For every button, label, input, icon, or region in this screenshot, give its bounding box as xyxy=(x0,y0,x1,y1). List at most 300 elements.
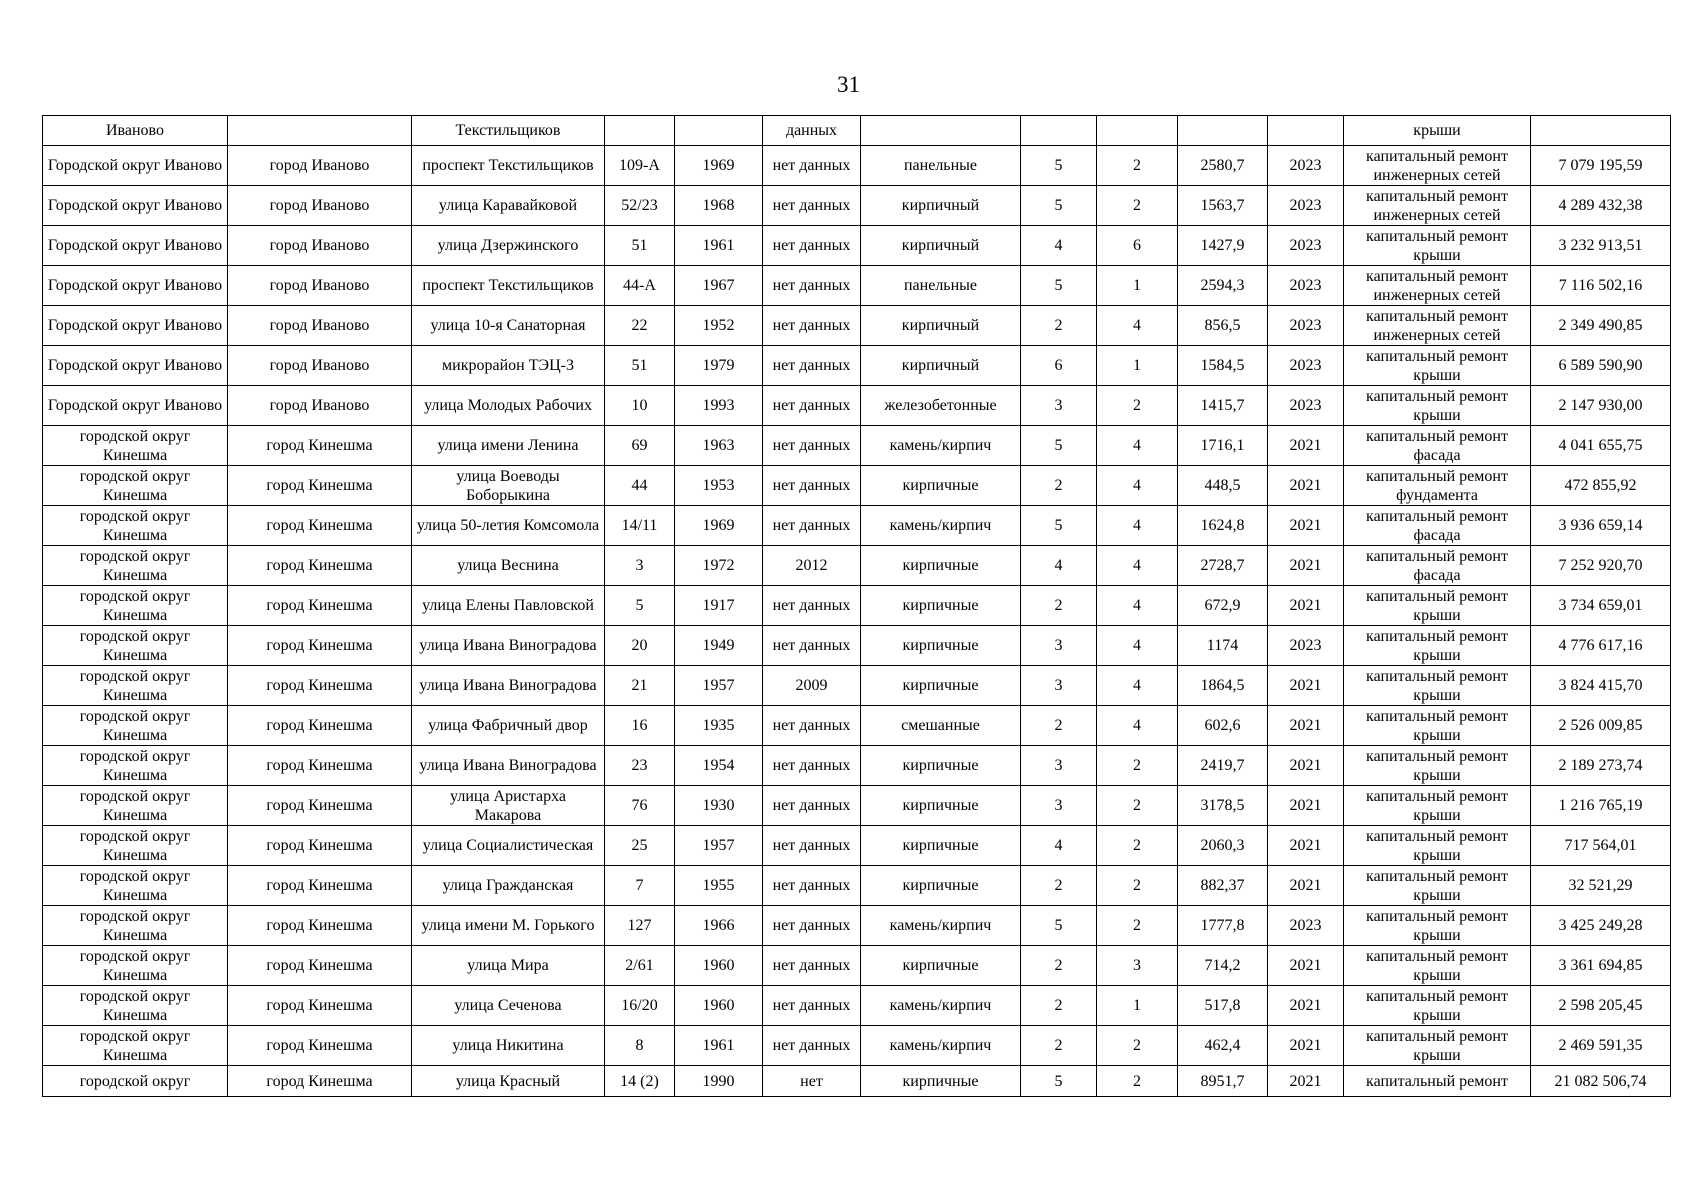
cell-municipality: городской округ xyxy=(43,1066,228,1097)
cell-build-year: 1990 xyxy=(675,1066,763,1097)
cell-house-number: 25 xyxy=(605,826,675,866)
cell-entrances: 6 xyxy=(1097,226,1178,266)
cell-house-number: 127 xyxy=(605,906,675,946)
cell-municipality: городской округ Кинешма xyxy=(43,946,228,986)
cell-renovation-year: нет данных xyxy=(763,266,861,306)
cell-entrances: 2 xyxy=(1097,1066,1178,1097)
cell-planned-year: 2021 xyxy=(1268,666,1344,706)
cell-cost: 32 521,29 xyxy=(1531,866,1671,906)
cell-street: улица Ивана Виноградова xyxy=(412,666,605,706)
cell-house-number: 44-А xyxy=(605,266,675,306)
cell-settlement: город Кинешма xyxy=(228,586,412,626)
cell-build-year: 1957 xyxy=(675,826,763,866)
cell-cost: 7 252 920,70 xyxy=(1531,546,1671,586)
cell-renovation-year: нет данных xyxy=(763,706,861,746)
cell-renovation-year: нет данных xyxy=(763,146,861,186)
cell-work-type: капитальный ремонт крыши xyxy=(1344,866,1531,906)
cell-street: улица Гражданская xyxy=(412,866,605,906)
cell-entrances: 4 xyxy=(1097,586,1178,626)
cell-area: 1415,7 xyxy=(1178,386,1268,426)
cell-area: 1563,7 xyxy=(1178,186,1268,226)
table-row xyxy=(43,466,1671,506)
cell-area: 1174 xyxy=(1178,626,1268,666)
cell-street: улица Аристарха Макарова xyxy=(412,786,605,826)
cell-entrances: 1 xyxy=(1097,986,1178,1026)
cell-wall-material: камень/кирпич xyxy=(861,426,1021,466)
cell-cost: 2 469 591,35 xyxy=(1531,1026,1671,1066)
cell-wall-material: кирпичный xyxy=(861,306,1021,346)
cell-build-year: 1952 xyxy=(675,306,763,346)
cell-cost: 3 824 415,70 xyxy=(1531,666,1671,706)
cell-entrances: 2 xyxy=(1097,186,1178,226)
cell-work-type: капитальный ремонт крыши xyxy=(1344,1026,1531,1066)
cell-floors: 3 xyxy=(1021,626,1097,666)
cell-cost: 2 147 930,00 xyxy=(1531,386,1671,426)
table-row xyxy=(43,706,1671,746)
cell-street: улица Мира xyxy=(412,946,605,986)
cell-build-year: 1960 xyxy=(675,986,763,1026)
cell-settlement: город Кинешма xyxy=(228,506,412,546)
cell-settlement: город Кинешма xyxy=(228,946,412,986)
cell-settlement: город Кинешма xyxy=(228,426,412,466)
cell-area: 2060,3 xyxy=(1178,826,1268,866)
cell-settlement: город Иваново xyxy=(228,226,412,266)
housing-repair-table xyxy=(42,115,1671,1097)
cell-renovation-year: нет данных xyxy=(763,986,861,1026)
cell-work-type: капитальный ремонт крыши xyxy=(1344,626,1531,666)
cell-build-year: 1961 xyxy=(675,1026,763,1066)
table-row xyxy=(43,146,1671,186)
cell-entrances: 2 xyxy=(1097,826,1178,866)
cell-area: 1624,8 xyxy=(1178,506,1268,546)
cell-municipality: Иваново xyxy=(43,116,228,146)
cell-area: 714,2 xyxy=(1178,946,1268,986)
cell-renovation-year: нет данных xyxy=(763,506,861,546)
cell-build-year: 1993 xyxy=(675,386,763,426)
cell-entrances xyxy=(1097,116,1178,146)
cell-work-type: капитальный ремонт фасада xyxy=(1344,506,1531,546)
cell-build-year: 1967 xyxy=(675,266,763,306)
cell-entrances: 4 xyxy=(1097,466,1178,506)
cell-cost: 3 936 659,14 xyxy=(1531,506,1671,546)
cell-wall-material: кирпичные xyxy=(861,666,1021,706)
cell-build-year: 1969 xyxy=(675,146,763,186)
cell-build-year: 1917 xyxy=(675,586,763,626)
cell-work-type: капитальный ремонт крыши xyxy=(1344,986,1531,1026)
cell-wall-material: кирпичные xyxy=(861,786,1021,826)
cell-street: улица Социалистическая xyxy=(412,826,605,866)
cell-renovation-year: нет данных xyxy=(763,866,861,906)
cell-planned-year: 2021 xyxy=(1268,506,1344,546)
cell-street: проспект Текстильщиков xyxy=(412,146,605,186)
cell-cost: 2 349 490,85 xyxy=(1531,306,1671,346)
cell-municipality: городской округ Кинешма xyxy=(43,1026,228,1066)
cell-wall-material: панельные xyxy=(861,146,1021,186)
cell-cost: 1 216 765,19 xyxy=(1531,786,1671,826)
cell-planned-year: 2023 xyxy=(1268,306,1344,346)
cell-street: улица Воеводы Боборыкина xyxy=(412,466,605,506)
table-row xyxy=(43,826,1671,866)
cell-municipality: городской округ Кинешма xyxy=(43,466,228,506)
cell-wall-material: камень/кирпич xyxy=(861,506,1021,546)
cell-work-type: капитальный ремонт крыши xyxy=(1344,946,1531,986)
cell-area: 1427,9 xyxy=(1178,226,1268,266)
cell-work-type: капитальный ремонт инженерных сетей xyxy=(1344,266,1531,306)
cell-floors: 3 xyxy=(1021,746,1097,786)
cell-renovation-year: нет данных xyxy=(763,626,861,666)
cell-area: 602,6 xyxy=(1178,706,1268,746)
cell-planned-year: 2021 xyxy=(1268,706,1344,746)
cell-cost: 472 855,92 xyxy=(1531,466,1671,506)
cell-renovation-year: нет данных xyxy=(763,1026,861,1066)
cell-planned-year: 2023 xyxy=(1268,186,1344,226)
cell-wall-material: кирпичные xyxy=(861,546,1021,586)
cell-build-year: 1966 xyxy=(675,906,763,946)
cell-wall-material xyxy=(861,116,1021,146)
cell-house-number: 2/61 xyxy=(605,946,675,986)
cell-work-type: капитальный ремонт фасада xyxy=(1344,426,1531,466)
cell-work-type: капитальный ремонт инженерных сетей xyxy=(1344,146,1531,186)
cell-wall-material: кирпичные xyxy=(861,626,1021,666)
cell-wall-material: камень/кирпич xyxy=(861,1026,1021,1066)
table-row xyxy=(43,666,1671,706)
table-row xyxy=(43,186,1671,226)
cell-planned-year: 2021 xyxy=(1268,1026,1344,1066)
cell-house-number: 76 xyxy=(605,786,675,826)
cell-work-type: капитальный ремонт крыши xyxy=(1344,346,1531,386)
cell-renovation-year: нет данных xyxy=(763,946,861,986)
cell-build-year: 1972 xyxy=(675,546,763,586)
cell-cost: 7 079 195,59 xyxy=(1531,146,1671,186)
cell-house-number: 16/20 xyxy=(605,986,675,1026)
table-row xyxy=(43,786,1671,826)
cell-renovation-year: нет данных xyxy=(763,226,861,266)
cell-cost: 3 232 913,51 xyxy=(1531,226,1671,266)
cell-build-year xyxy=(675,116,763,146)
cell-wall-material: смешанные xyxy=(861,706,1021,746)
cell-cost: 3 425 249,28 xyxy=(1531,906,1671,946)
cell-cost: 4 776 617,16 xyxy=(1531,626,1671,666)
cell-planned-year: 2021 xyxy=(1268,986,1344,1026)
cell-floors: 2 xyxy=(1021,466,1097,506)
cell-street: улица Сеченова xyxy=(412,986,605,1026)
cell-area: 672,9 xyxy=(1178,586,1268,626)
cell-house-number: 5 xyxy=(605,586,675,626)
cell-house-number: 52/23 xyxy=(605,186,675,226)
table-row xyxy=(43,266,1671,306)
cell-build-year: 1960 xyxy=(675,946,763,986)
cell-wall-material: панельные xyxy=(861,266,1021,306)
cell-planned-year: 2023 xyxy=(1268,386,1344,426)
cell-entrances: 4 xyxy=(1097,506,1178,546)
cell-entrances: 2 xyxy=(1097,1026,1178,1066)
cell-entrances: 1 xyxy=(1097,266,1178,306)
cell-municipality: городской округ Кинешма xyxy=(43,546,228,586)
table-row xyxy=(43,866,1671,906)
cell-municipality: Городской округ Иваново xyxy=(43,386,228,426)
cell-wall-material: кирпичные xyxy=(861,586,1021,626)
cell-street: улица Веснина xyxy=(412,546,605,586)
cell-street: улица Фабричный двор xyxy=(412,706,605,746)
cell-house-number: 109-А xyxy=(605,146,675,186)
cell-area: 2419,7 xyxy=(1178,746,1268,786)
cell-cost: 717 564,01 xyxy=(1531,826,1671,866)
cell-floors: 3 xyxy=(1021,386,1097,426)
cell-cost: 2 598 205,45 xyxy=(1531,986,1671,1026)
table-row xyxy=(43,626,1671,666)
cell-build-year: 1954 xyxy=(675,746,763,786)
cell-wall-material: камень/кирпич xyxy=(861,906,1021,946)
cell-municipality: Городской округ Иваново xyxy=(43,146,228,186)
cell-planned-year: 2023 xyxy=(1268,626,1344,666)
cell-planned-year: 2021 xyxy=(1268,1066,1344,1097)
cell-renovation-year: нет данных xyxy=(763,386,861,426)
table-row xyxy=(43,546,1671,586)
cell-renovation-year: нет xyxy=(763,1066,861,1097)
cell-cost: 6 589 590,90 xyxy=(1531,346,1671,386)
cell-work-type: капитальный ремонт крыши xyxy=(1344,386,1531,426)
cell-settlement: город Кинешма xyxy=(228,1066,412,1097)
cell-house-number: 44 xyxy=(605,466,675,506)
cell-area: 3178,5 xyxy=(1178,786,1268,826)
cell-planned-year: 2023 xyxy=(1268,266,1344,306)
cell-settlement: город Иваново xyxy=(228,306,412,346)
cell-floors: 3 xyxy=(1021,786,1097,826)
cell-cost: 3 361 694,85 xyxy=(1531,946,1671,986)
cell-street: улица Дзержинского xyxy=(412,226,605,266)
cell-street: улица Красный xyxy=(412,1066,605,1097)
cell-area: 462,4 xyxy=(1178,1026,1268,1066)
cell-floors: 5 xyxy=(1021,266,1097,306)
cell-settlement: город Иваново xyxy=(228,346,412,386)
cell-area: 882,37 xyxy=(1178,866,1268,906)
cell-municipality: Городской округ Иваново xyxy=(43,306,228,346)
cell-municipality: городской округ Кинешма xyxy=(43,666,228,706)
cell-planned-year: 2021 xyxy=(1268,826,1344,866)
table-row xyxy=(43,346,1671,386)
cell-floors: 3 xyxy=(1021,666,1097,706)
cell-street: улица Ивана Виноградова xyxy=(412,626,605,666)
cell-municipality: городской округ Кинешма xyxy=(43,586,228,626)
cell-municipality: Городской округ Иваново xyxy=(43,346,228,386)
cell-floors: 2 xyxy=(1021,986,1097,1026)
cell-planned-year: 2023 xyxy=(1268,906,1344,946)
cell-entrances: 4 xyxy=(1097,426,1178,466)
cell-street: улица Ивана Виноградова xyxy=(412,746,605,786)
cell-floors: 5 xyxy=(1021,186,1097,226)
cell-house-number: 16 xyxy=(605,706,675,746)
cell-renovation-year: нет данных xyxy=(763,906,861,946)
cell-street: улица Елены Павловской xyxy=(412,586,605,626)
table-row xyxy=(43,506,1671,546)
cell-cost xyxy=(1531,116,1671,146)
cell-house-number: 10 xyxy=(605,386,675,426)
cell-planned-year: 2021 xyxy=(1268,586,1344,626)
cell-wall-material: железобетонные xyxy=(861,386,1021,426)
cell-renovation-year: нет данных xyxy=(763,426,861,466)
cell-work-type: капитальный ремонт крыши xyxy=(1344,826,1531,866)
table-row xyxy=(43,226,1671,266)
cell-build-year: 1969 xyxy=(675,506,763,546)
cell-renovation-year: нет данных xyxy=(763,586,861,626)
table-row xyxy=(43,426,1671,466)
cell-entrances: 4 xyxy=(1097,626,1178,666)
cell-municipality: городской округ Кинешма xyxy=(43,906,228,946)
table-row xyxy=(43,1026,1671,1066)
cell-entrances: 2 xyxy=(1097,866,1178,906)
cell-municipality: городской округ Кинешма xyxy=(43,866,228,906)
cell-area: 2580,7 xyxy=(1178,146,1268,186)
cell-settlement: город Кинешма xyxy=(228,706,412,746)
cell-renovation-year: нет данных xyxy=(763,346,861,386)
cell-entrances: 4 xyxy=(1097,546,1178,586)
cell-house-number: 21 xyxy=(605,666,675,706)
cell-build-year: 1979 xyxy=(675,346,763,386)
cell-work-type: капитальный ремонт крыши xyxy=(1344,746,1531,786)
table-row xyxy=(43,746,1671,786)
cell-floors: 5 xyxy=(1021,906,1097,946)
cell-settlement: город Кинешма xyxy=(228,546,412,586)
cell-settlement: город Кинешма xyxy=(228,746,412,786)
cell-street: улица 50-летия Комсомола xyxy=(412,506,605,546)
cell-street: микрорайон ТЭЦ-3 xyxy=(412,346,605,386)
cell-planned-year: 2021 xyxy=(1268,466,1344,506)
cell-floors xyxy=(1021,116,1097,146)
cell-entrances: 2 xyxy=(1097,906,1178,946)
cell-municipality: городской округ Кинешма xyxy=(43,626,228,666)
cell-wall-material: кирпичные xyxy=(861,1066,1021,1097)
cell-work-type: капитальный ремонт фундамента xyxy=(1344,466,1531,506)
cell-floors: 6 xyxy=(1021,346,1097,386)
cell-cost: 2 189 273,74 xyxy=(1531,746,1671,786)
cell-work-type: капитальный ремонт крыши xyxy=(1344,906,1531,946)
cell-settlement: город Кинешма xyxy=(228,626,412,666)
cell-floors: 2 xyxy=(1021,946,1097,986)
cell-build-year: 1957 xyxy=(675,666,763,706)
cell-street: Текстильщиков xyxy=(412,116,605,146)
cell-house-number: 51 xyxy=(605,346,675,386)
cell-municipality: Городской округ Иваново xyxy=(43,186,228,226)
cell-settlement: город Иваново xyxy=(228,266,412,306)
cell-area: 1864,5 xyxy=(1178,666,1268,706)
cell-floors: 4 xyxy=(1021,546,1097,586)
cell-floors: 4 xyxy=(1021,226,1097,266)
cell-work-type: капитальный ремонт крыши xyxy=(1344,226,1531,266)
cell-settlement: город Кинешма xyxy=(228,826,412,866)
cell-street: проспект Текстильщиков xyxy=(412,266,605,306)
cell-planned-year: 2023 xyxy=(1268,226,1344,266)
cell-cost: 4 289 432,38 xyxy=(1531,186,1671,226)
cell-entrances: 4 xyxy=(1097,666,1178,706)
cell-work-type: капитальный ремонт xyxy=(1344,1066,1531,1097)
cell-entrances: 2 xyxy=(1097,386,1178,426)
cell-house-number: 20 xyxy=(605,626,675,666)
cell-floors: 2 xyxy=(1021,306,1097,346)
cell-floors: 2 xyxy=(1021,706,1097,746)
table-row xyxy=(43,306,1671,346)
cell-renovation-year: 2012 xyxy=(763,546,861,586)
cell-floors: 5 xyxy=(1021,506,1097,546)
cell-planned-year: 2021 xyxy=(1268,866,1344,906)
cell-build-year: 1968 xyxy=(675,186,763,226)
cell-settlement: город Иваново xyxy=(228,146,412,186)
cell-floors: 4 xyxy=(1021,826,1097,866)
cell-settlement: город Иваново xyxy=(228,386,412,426)
cell-street: улица Молодых Рабочих xyxy=(412,386,605,426)
cell-floors: 2 xyxy=(1021,1026,1097,1066)
table-row xyxy=(43,1066,1671,1097)
cell-build-year: 1935 xyxy=(675,706,763,746)
cell-floors: 2 xyxy=(1021,866,1097,906)
cell-renovation-year: нет данных xyxy=(763,466,861,506)
cell-house-number: 69 xyxy=(605,426,675,466)
cell-renovation-year: 2009 xyxy=(763,666,861,706)
cell-area: 517,8 xyxy=(1178,986,1268,1026)
cell-planned-year: 2021 xyxy=(1268,426,1344,466)
cell-entrances: 2 xyxy=(1097,146,1178,186)
cell-floors: 5 xyxy=(1021,146,1097,186)
cell-wall-material: камень/кирпич xyxy=(861,986,1021,1026)
table-row xyxy=(43,586,1671,626)
cell-municipality: городской округ Кинешма xyxy=(43,426,228,466)
cell-entrances: 1 xyxy=(1097,346,1178,386)
cell-wall-material: кирпичные xyxy=(861,746,1021,786)
cell-settlement: город Кинешма xyxy=(228,906,412,946)
cell-municipality: Городской округ Иваново xyxy=(43,266,228,306)
cell-renovation-year: данных xyxy=(763,116,861,146)
cell-cost: 4 041 655,75 xyxy=(1531,426,1671,466)
cell-area: 2594,3 xyxy=(1178,266,1268,306)
cell-floors: 5 xyxy=(1021,426,1097,466)
cell-entrances: 2 xyxy=(1097,786,1178,826)
cell-work-type: капитальный ремонт крыши xyxy=(1344,666,1531,706)
cell-house-number: 14/11 xyxy=(605,506,675,546)
table-row xyxy=(43,986,1671,1026)
cell-wall-material: кирпичный xyxy=(861,346,1021,386)
cell-work-type: капитальный ремонт крыши xyxy=(1344,586,1531,626)
cell-work-type: капитальный ремонт инженерных сетей xyxy=(1344,306,1531,346)
cell-house-number xyxy=(605,116,675,146)
cell-area: 856,5 xyxy=(1178,306,1268,346)
cell-street: улица 10-я Санаторная xyxy=(412,306,605,346)
cell-house-number: 51 xyxy=(605,226,675,266)
cell-municipality: городской округ Кинешма xyxy=(43,706,228,746)
cell-settlement: город Кинешма xyxy=(228,786,412,826)
cell-work-type: крыши xyxy=(1344,116,1531,146)
table-row xyxy=(43,946,1671,986)
cell-settlement: город Кинешма xyxy=(228,1026,412,1066)
cell-cost: 7 116 502,16 xyxy=(1531,266,1671,306)
cell-build-year: 1961 xyxy=(675,226,763,266)
cell-house-number: 22 xyxy=(605,306,675,346)
cell-work-type: капитальный ремонт фасада xyxy=(1344,546,1531,586)
cell-settlement: город Иваново xyxy=(228,186,412,226)
cell-work-type: капитальный ремонт крыши xyxy=(1344,706,1531,746)
cell-settlement: город Кинешма xyxy=(228,866,412,906)
cell-planned-year: 2021 xyxy=(1268,946,1344,986)
cell-renovation-year: нет данных xyxy=(763,306,861,346)
cell-settlement: город Кинешма xyxy=(228,666,412,706)
cell-build-year: 1930 xyxy=(675,786,763,826)
cell-area xyxy=(1178,116,1268,146)
cell-renovation-year: нет данных xyxy=(763,826,861,866)
cell-cost: 21 082 506,74 xyxy=(1531,1066,1671,1097)
cell-area: 8951,7 xyxy=(1178,1066,1268,1097)
cell-house-number: 14 (2) xyxy=(605,1066,675,1097)
cell-area: 448,5 xyxy=(1178,466,1268,506)
cell-municipality: Городской округ Иваново xyxy=(43,226,228,266)
cell-work-type: капитальный ремонт крыши xyxy=(1344,786,1531,826)
